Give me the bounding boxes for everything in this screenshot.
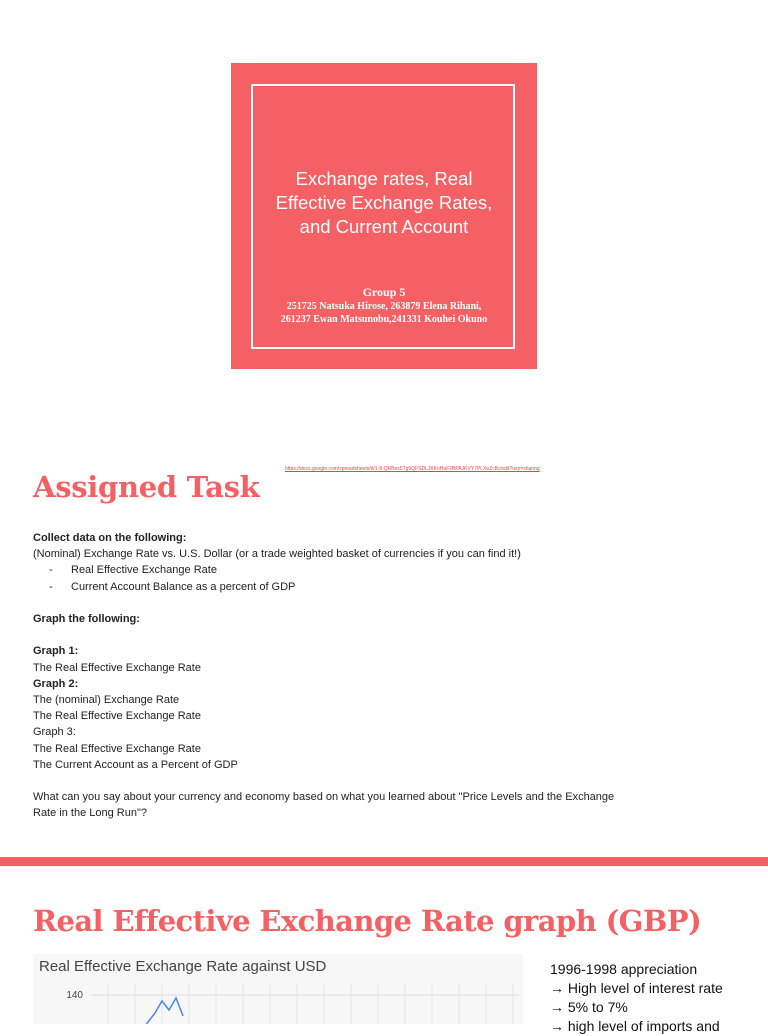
title-slide [0, 0, 768, 420]
graph2-item: The (nominal) Exchange Rate [33, 694, 180, 706]
chart-title: Real Effective Exchange Rate against USD [39, 958, 327, 975]
members-list [231, 300, 537, 326]
presentation-title [231, 167, 537, 239]
collect-intro: (Nominal) Exchange Rate vs. U.S. Dollar (or a trade weighted basket of currencies if you can find it!) [33, 548, 521, 561]
graph3-label: Graph 3: [33, 726, 76, 739]
note-line: → High level of interest rate [550, 980, 723, 996]
spreadsheet-link[interactable]: https://docs.google.com/spreadsheets/d/1-8-QRBes5Tg5QFSDLJKKnHaF2BPAJKVY7PLXeZc8c/edit?usp=sharing [285, 466, 540, 472]
graph2-item: The Real Effective Exchange Rate [33, 710, 201, 723]
bullet-text: Current Account Balance as a percent of GDP [71, 580, 296, 593]
bullet-dash: - [49, 564, 53, 577]
reer-notes [550, 960, 723, 1036]
question-line: Rate in the Long Run"? [33, 807, 147, 820]
reer-slide [0, 866, 768, 1034]
title-line: Effective Exchange Rates, [275, 192, 493, 213]
title-line: and Current Account [299, 216, 469, 237]
bullet-text: Real Effective Exchange Rate [71, 564, 217, 577]
note-line: 1996-1998 appreciation [550, 961, 698, 977]
slide-divider [0, 857, 768, 866]
graph3-item: The Current Account as a Percent of GDP [33, 758, 238, 771]
graph-heading: Graph the following: [33, 613, 140, 625]
collect-heading: Collect data on the following: [33, 532, 187, 544]
assigned-task-heading: Assigned Task [33, 470, 260, 504]
graph1-item: The Real Effective Exchange Rate [33, 661, 201, 674]
graph2-label: Graph 2: [33, 677, 79, 690]
bullet-item [33, 579, 614, 595]
title-card [231, 63, 537, 369]
note-line: → high level of imports and [550, 1018, 720, 1034]
note-line: → 5% to 7% [550, 999, 628, 1015]
title-line: Exchange rates, Real [295, 168, 473, 189]
chart-plot [33, 954, 523, 1024]
graph3-item: The Real Effective Exchange Rate [33, 742, 201, 755]
group-label: Group 5 [362, 285, 406, 299]
question-line: What can you say about your currency and economy based on what you learned about "Price Levels and the Exchange [33, 791, 615, 804]
task-body [33, 530, 614, 822]
bullet-item [33, 562, 614, 578]
reer-heading: Real Effective Exchange Rate graph (GBP) [33, 904, 702, 938]
members-line: 261237 Ewan Matsunobu,241331 Kouhei Okuno [280, 314, 488, 325]
y-tick-label: 140 [66, 990, 83, 1001]
members-line: 251725 Natsuka Hirose, 263879 Elena Rihani, [286, 301, 482, 312]
assigned-task-slide [0, 440, 768, 856]
reer-chart [33, 954, 523, 1024]
graph1-label: Graph 1: [33, 645, 79, 658]
bullet-dash: - [49, 580, 53, 593]
